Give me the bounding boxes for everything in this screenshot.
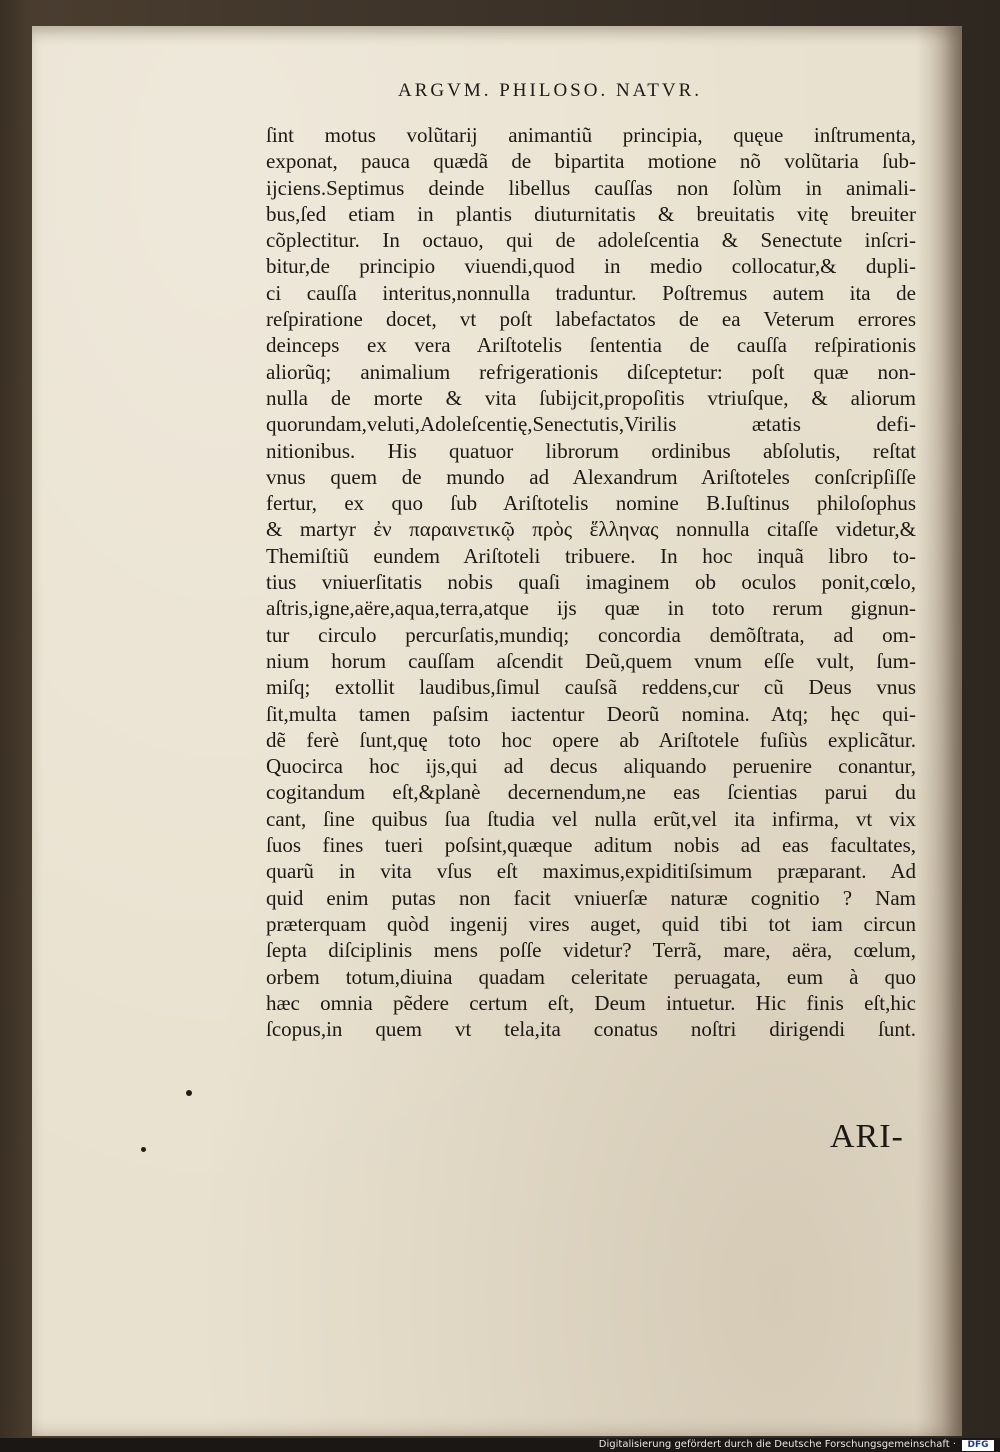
text-line: ſepta diſciplinis mens poſſe videtur? Terrã, mare, aëra, cœlum, <box>266 938 916 963</box>
text-line: cant, ſine quibus ſua ſtudia vel nulla erũt,vel ita infirma, vt vix <box>266 806 916 831</box>
text-line: ci cauſſa interitus,nonnulla traduntur. Poſtremus autem ita de <box>266 280 916 305</box>
text-line: reſpiratione docet, vt poſt labefactatos de ea Veterum errores <box>266 307 916 332</box>
running-head: ARGVM. PHILOSO. NATVR. <box>398 80 703 101</box>
footer-bar <box>0 1438 1000 1452</box>
text-line: ſint motus volũtarij animantiũ principia, quęue inſtrumenta, <box>266 123 916 147</box>
text-line: Themiſtiũ eundem Ariſtoteli tribuere. In hoc inquã libro to- <box>266 543 916 568</box>
text-line: quarũ in vita vſus eſt maximus,expiditiſsimum præparant. Ad <box>266 859 916 884</box>
text-line: Quocirca hoc ijs,qui ad decus aliquando peruenire conantur, <box>266 754 916 779</box>
text-line: miſq; extollit laudibus,ſimul cauſsã reddens,cur cũ Deus vnus <box>266 675 916 700</box>
text-line: deinceps ex vera Ariſtotelis ſententia de cauſſa reſpirationis <box>266 333 916 358</box>
text-line: vnus quem de mundo ad Alexandrum Ariſtoteles conſcripſiſſe <box>266 464 916 489</box>
text-line: nitionibus. His quatuor librorum ordinibus abſolutis, reſtat <box>266 438 916 463</box>
text-line: & martyr ἐν παραινετικῷ πρὸς ἕλληνας nonnulla citaſſe videtur,& <box>266 517 916 542</box>
text-line: cogitandum eſt,&planè decernendum,ne eas ſcientias parui du <box>266 780 916 805</box>
text-line: dẽ ferè ſunt,quę toto hoc opere ab Ariſtotele fuſiùs explicãtur. <box>266 727 916 752</box>
text-line: bus,ſed etiam in plantis diuturnitatis & breuitatis vitę breuiter <box>266 201 916 226</box>
catchword: ARI- <box>830 1118 904 1155</box>
text-line: aliorũq; animalium refrigerationis diſceptetur: poſt quæ non- <box>266 359 916 384</box>
text-line: ſit,multa tamen paſsim iactentur Deorũ nomina. Atq; hęc qui- <box>266 701 916 726</box>
body-text <box>266 122 916 1042</box>
text-line: quorundam,veluti,Adoleſcentię,Senectutis,Virilis ætatis defi- <box>266 412 916 437</box>
text-line: ſuos fines tueri poſsint,quæque aditum nobis ad eas facultates, <box>266 833 916 858</box>
text-line: ijciens.Septimus deinde libellus cauſſas non ſolùm in animali- <box>266 175 916 200</box>
text-line: orbem totum,diuina quadam celeritate peruagata, eum à quo <box>266 964 916 989</box>
digitization-credit: Digitalisierung gefördert durch die Deutsche Forschungsgemeinschaft · <box>598 1439 956 1450</box>
page-edge-shadow <box>916 26 962 1436</box>
ink-speck <box>141 1147 146 1152</box>
text-line: fertur, ex quo ſub Ariſtotelis nomine B.Iuſtinus philoſophus <box>266 491 916 516</box>
text-line: quid enim putas non facit vniuerſæ naturæ cognitio ? Nam <box>266 885 916 910</box>
text-line: bitur,de principio viuendi,quod in medio collocatur,& dupli- <box>266 254 916 279</box>
text-line: tur circulo percurſatis,mundiq; concordia demõſtrata, ad om- <box>266 622 916 647</box>
ink-speck <box>186 1090 192 1096</box>
text-line: ſcopus,in quem vt tela,ita conatus noſtri dirigendi ſunt. <box>266 1017 916 1042</box>
text-line: aſtris,igne,aëre,aqua,terra,atque ijs quæ in toto rerum gignun- <box>266 596 916 621</box>
text-line: præterquam quòd ingenij vires auget, quid tibi tot iam circun <box>266 911 916 936</box>
text-line: nium horum cauſſam aſcendit Deũ,quem vnum eſſe vult, ſum- <box>266 648 916 673</box>
text-line: hæc omnia pẽdere certum eſt, Deum intuetur. Hic finis eſt,hic <box>266 990 916 1015</box>
text-line: tius vniuerſitatis nobis quaſi imaginem ob oculos ponit,cœlo, <box>266 570 916 595</box>
text-line: cõplectitur. In octauo, qui de adoleſcentia & Senectute inſcri- <box>266 228 916 253</box>
dfg-logo: DFG <box>962 1440 994 1451</box>
text-line: exponat, pauca quædã de bipartita motione nõ volũtaria ſub- <box>266 149 916 174</box>
text-line: nulla de morte & vita ſubijcit,propoſitis vtriuſque, & aliorum <box>266 385 916 410</box>
